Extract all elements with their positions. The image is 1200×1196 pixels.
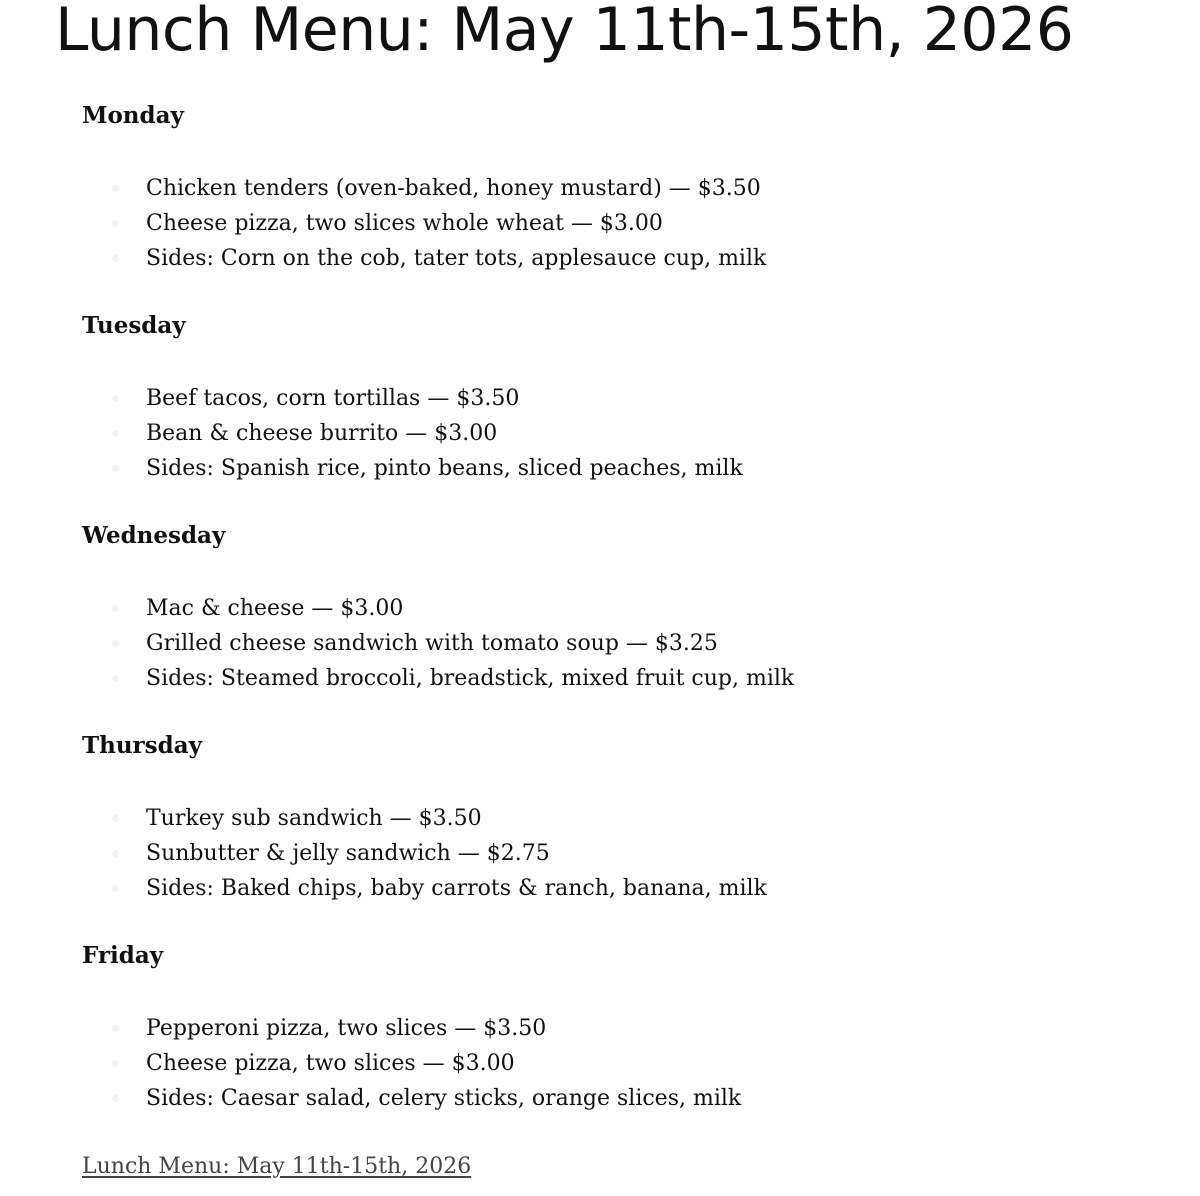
day-friday [82, 938, 1162, 1148]
menu-item-text: Sides: Caesar salad, celery sticks, orange slices, milk [146, 1086, 742, 1111]
menu-item [82, 836, 767, 871]
menu-item [82, 171, 766, 206]
menu-item-text: Sides: Steamed broccoli, breadstick, mixed fruit cup, milk [146, 666, 795, 691]
day-heading: Thursday [82, 732, 202, 759]
menu-item-text: Mac & cheese — $3.00 [146, 596, 404, 621]
menu-item-text: Sunbutter & jelly sandwich — $2.75 [146, 841, 550, 866]
menu-list [82, 98, 1162, 1148]
bullet-icon [112, 640, 119, 647]
menu-items [82, 171, 766, 276]
menu-item-text: Sides: Spanish rice, pinto beans, sliced peaches, milk [146, 456, 743, 481]
menu-items [82, 1011, 741, 1116]
menu-item [82, 661, 794, 696]
menu-item [82, 241, 766, 276]
bullet-icon [112, 885, 119, 892]
day-heading: Wednesday [82, 522, 226, 549]
bullet-icon [112, 255, 119, 262]
bullet-icon [112, 185, 119, 192]
bullet-icon [112, 675, 119, 682]
menu-item-text: Turkey sub sandwich — $3.50 [146, 806, 482, 831]
bullet-icon [112, 1025, 119, 1032]
menu-item [82, 206, 766, 241]
bullet-icon [112, 815, 119, 822]
menu-item [82, 801, 767, 836]
bullet-icon [112, 220, 119, 227]
menu-item-text: Grilled cheese sandwich with tomato soup — $3.25 [146, 631, 718, 656]
day-heading: Tuesday [82, 312, 186, 339]
bullet-icon [112, 1060, 119, 1067]
bullet-icon [112, 605, 119, 612]
bullet-icon [112, 850, 119, 857]
menu-item [82, 871, 767, 906]
day-heading: Friday [82, 942, 164, 969]
menu-item-text: Sides: Baked chips, baby carrots & ranch, banana, milk [146, 876, 767, 901]
menu-item [82, 626, 794, 661]
menu-item-text: Sides: Corn on the cob, tater tots, applesauce cup, milk [146, 246, 767, 271]
menu-item [82, 381, 743, 416]
menu-items [82, 591, 794, 696]
menu-item-text: Beef tacos, corn tortillas — $3.50 [146, 386, 520, 411]
footer-menu-link[interactable]: Lunch Menu: May 11th-15th, 2026 [82, 1154, 472, 1179]
menu-items [82, 801, 767, 906]
menu-item [82, 416, 743, 451]
menu-item-text: Chicken tenders (oven-baked, honey mustard) — $3.50 [146, 176, 761, 201]
menu-item [82, 1046, 741, 1081]
bullet-icon [112, 1095, 119, 1102]
menu-item-text: Cheese pizza, two slices whole wheat — $3.00 [146, 211, 663, 236]
day-wednesday [82, 518, 1162, 728]
menu-item-text: Cheese pizza, two slices — $3.00 [146, 1051, 515, 1076]
bullet-icon [112, 465, 119, 472]
day-tuesday [82, 308, 1162, 518]
menu-item [82, 451, 743, 486]
page-title: Lunch Menu: May 11th-15th, 2026 [55, 0, 1074, 65]
day-thursday [82, 728, 1162, 938]
menu-item [82, 591, 794, 626]
day-heading: Monday [82, 102, 184, 129]
menu-item-text: Pepperoni pizza, two slices — $3.50 [146, 1016, 547, 1041]
bullet-icon [112, 430, 119, 437]
menu-items [82, 381, 743, 486]
menu-item [82, 1011, 741, 1046]
menu-item [82, 1081, 741, 1116]
bullet-icon [112, 395, 119, 402]
day-monday [82, 98, 1162, 308]
menu-item-text: Bean & cheese burrito — $3.00 [146, 421, 498, 446]
